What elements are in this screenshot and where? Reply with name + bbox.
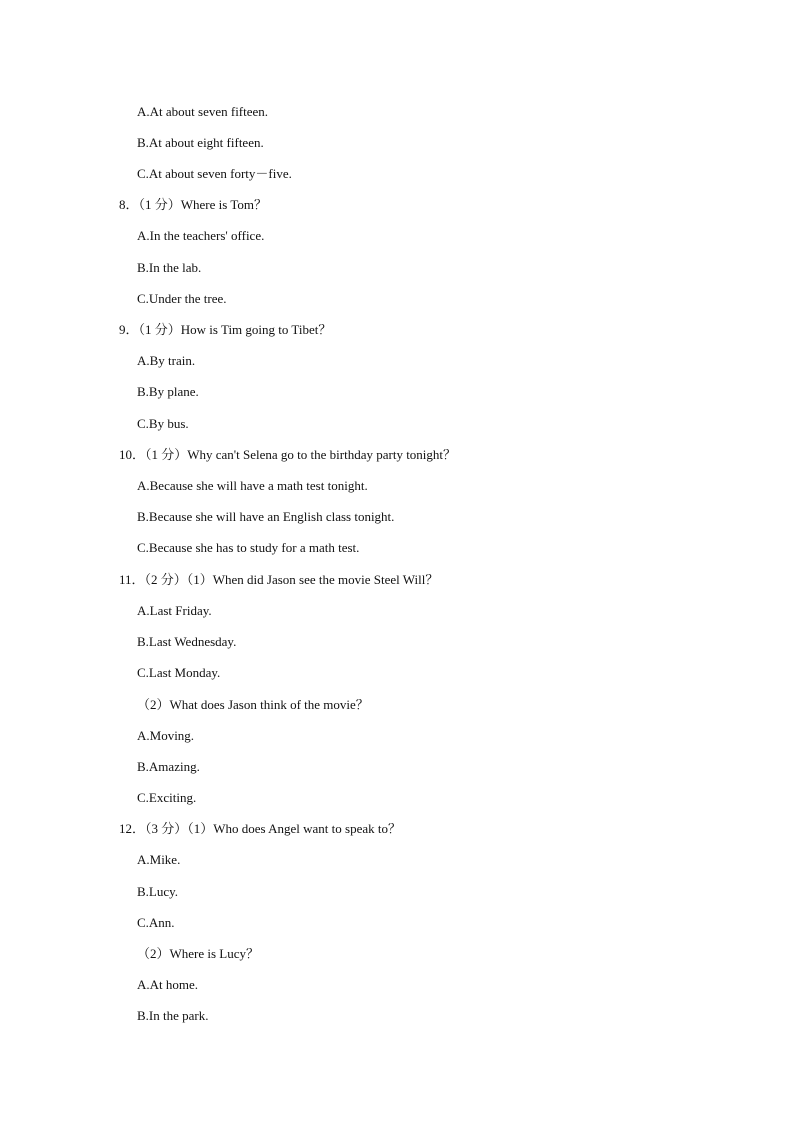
option-line: B.In the lab. bbox=[137, 260, 202, 275]
option-line: A.At about seven fifteen. bbox=[137, 104, 269, 119]
question-line: 8．（1 分）Where is Tom？ bbox=[119, 197, 267, 212]
option-line: C.At about seven forty－five. bbox=[137, 166, 292, 181]
option-line: B.In the park. bbox=[137, 1008, 209, 1023]
subquestion-line: （2）What does Jason think of the movie？ bbox=[137, 697, 369, 712]
subquestion-line: （2）Where is Lucy？ bbox=[137, 946, 260, 961]
option-line: C.Because she has to study for a math test. bbox=[137, 540, 360, 555]
option-line: A.Because she will have a math test tonight. bbox=[137, 478, 368, 493]
option-line: A.In the teachers' office. bbox=[137, 228, 265, 243]
option-line: A.Mike. bbox=[137, 852, 181, 867]
option-line: B.By plane. bbox=[137, 384, 199, 399]
question-line: 10．（1 分）Why can't Selena go to the birthday party tonight？ bbox=[119, 447, 457, 462]
option-line: B.Last Wednesday. bbox=[137, 634, 237, 649]
option-line: C.Exciting. bbox=[137, 790, 197, 805]
option-line: C.Ann. bbox=[137, 915, 175, 930]
option-line: C.By bus. bbox=[137, 416, 189, 431]
option-line: A.At home. bbox=[137, 977, 199, 992]
option-line: A.Moving. bbox=[137, 728, 195, 743]
question-line: 9．（1 分）How is Tim going to Tibet？ bbox=[119, 322, 332, 337]
option-line: B.Because she will have an English class tonight. bbox=[137, 509, 395, 524]
option-line: A.By train. bbox=[137, 353, 196, 368]
option-line: C.Under the tree. bbox=[137, 291, 227, 306]
question-line: 11．（2 分）（1）When did Jason see the movie Steel Will？ bbox=[119, 572, 439, 587]
option-line: B.Lucy. bbox=[137, 884, 179, 899]
option-line: B.At about eight fifteen. bbox=[137, 135, 264, 150]
option-line: C.Last Monday. bbox=[137, 665, 221, 680]
question-line: 12．（3 分）（1）Who does Angel want to speak to？ bbox=[119, 821, 401, 836]
option-line: B.Amazing. bbox=[137, 759, 200, 774]
option-line: A.Last Friday. bbox=[137, 603, 212, 618]
